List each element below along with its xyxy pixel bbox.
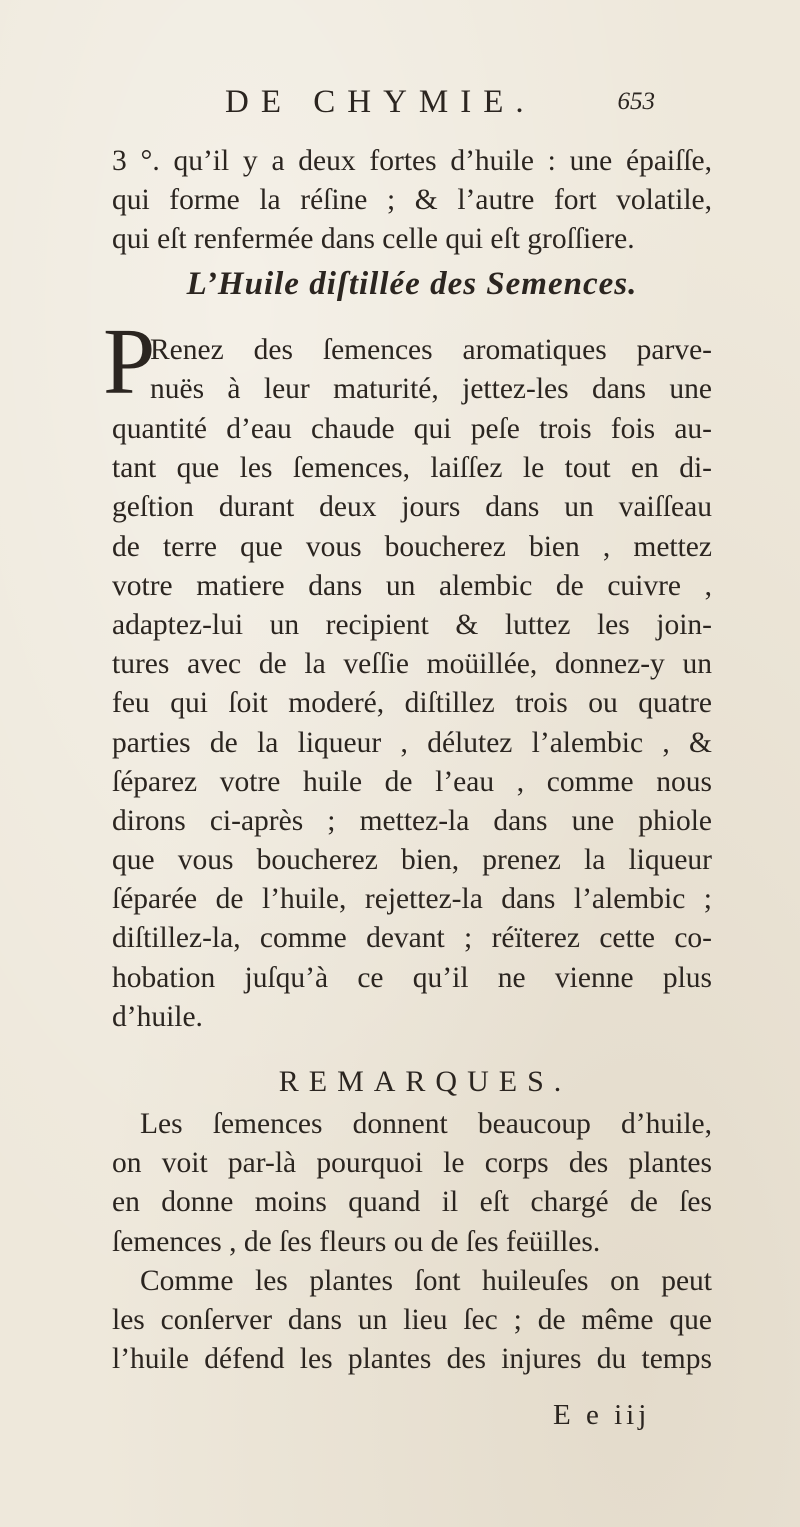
text-line: 3 °. qu’il y a deux fortes d’huile : une épaiſſe, xyxy=(112,145,712,177)
text-line: parties de la liqueur , délutez l’alembic , & xyxy=(112,726,712,759)
text-line: adaptez-lui un recipient & luttez les join- xyxy=(112,608,712,641)
drop-capital: P xyxy=(103,310,156,414)
section-title: L’Huile diſtillée des Semences. xyxy=(186,266,638,302)
text-line: nuës à leur maturité, jettez-les dans une xyxy=(150,373,712,406)
text-line: on voit par-là pourquoi le corps des plantes xyxy=(112,1147,712,1180)
text-line: que vous boucherez bien, prenez la liqueur xyxy=(112,844,712,877)
text-line: tant que les ſemences, laiſſez le tout en di- xyxy=(112,452,712,485)
section-opening-lines xyxy=(112,331,712,409)
text-line: Les ſemences donnent beaucoup d’huile, xyxy=(140,1108,712,1140)
text-line: qui forme la réſine ; & l’autre fort volatile, xyxy=(112,184,712,217)
text-line: quantité d’eau chaude qui peſe trois fois au- xyxy=(112,413,712,445)
page-header xyxy=(225,84,655,124)
running-head: DE CHYMIE. xyxy=(225,84,536,120)
text-line: tures avec de la veſſie moüillée, donnez-y un xyxy=(112,648,712,681)
page-number: 653 xyxy=(617,88,655,115)
text-line: de terre que vous boucherez bien , mettez xyxy=(112,530,712,563)
section-body xyxy=(112,410,712,1037)
top-paragraph xyxy=(112,142,712,260)
text-line: ſéparée de l’huile, rejettez-la dans l’alembic ; xyxy=(112,883,712,916)
text-line: Renez des ſemences aromatiques parve- xyxy=(150,334,712,366)
text-line: Comme les plantes ſont huileuſes on peut xyxy=(140,1264,712,1297)
text-line: votre matiere dans un alembic de cuivre , xyxy=(112,569,712,602)
text-line: geſtion durant deux jours dans un vaiſſeau xyxy=(112,491,712,524)
text-line: en donne moins quand il eſt chargé de ſes xyxy=(112,1186,712,1219)
text-line: qui eſt renfermée dans celle qui eſt groſſiere. xyxy=(112,223,635,256)
text-line: l’huile défend les plantes des injures du temps xyxy=(112,1343,712,1376)
text-line: ſemences , de ſes fleurs ou de ſes feüilles. xyxy=(112,1225,601,1258)
remarks-heading: REMARQUES. xyxy=(278,1065,572,1098)
text-line: dirons ci-après ; mettez-la dans une phiole xyxy=(112,804,712,837)
text-line: les conſerver dans un lieu ſec ; de même que xyxy=(112,1303,712,1336)
remarks-body xyxy=(112,1105,712,1379)
text-line: d’huile. xyxy=(112,1000,203,1033)
text-line: feu qui ſoit moderé, diſtillez trois ou quatre xyxy=(112,687,712,720)
text-line: diſtillez-la, comme devant ; réïterez cette co- xyxy=(112,922,712,955)
text-line: hobation juſqu’à ce qu’il ne vienne plus xyxy=(112,961,712,994)
signature-mark: E e iij xyxy=(553,1399,651,1431)
text-line: ſéparez votre huile de l’eau , comme nous xyxy=(112,765,712,798)
